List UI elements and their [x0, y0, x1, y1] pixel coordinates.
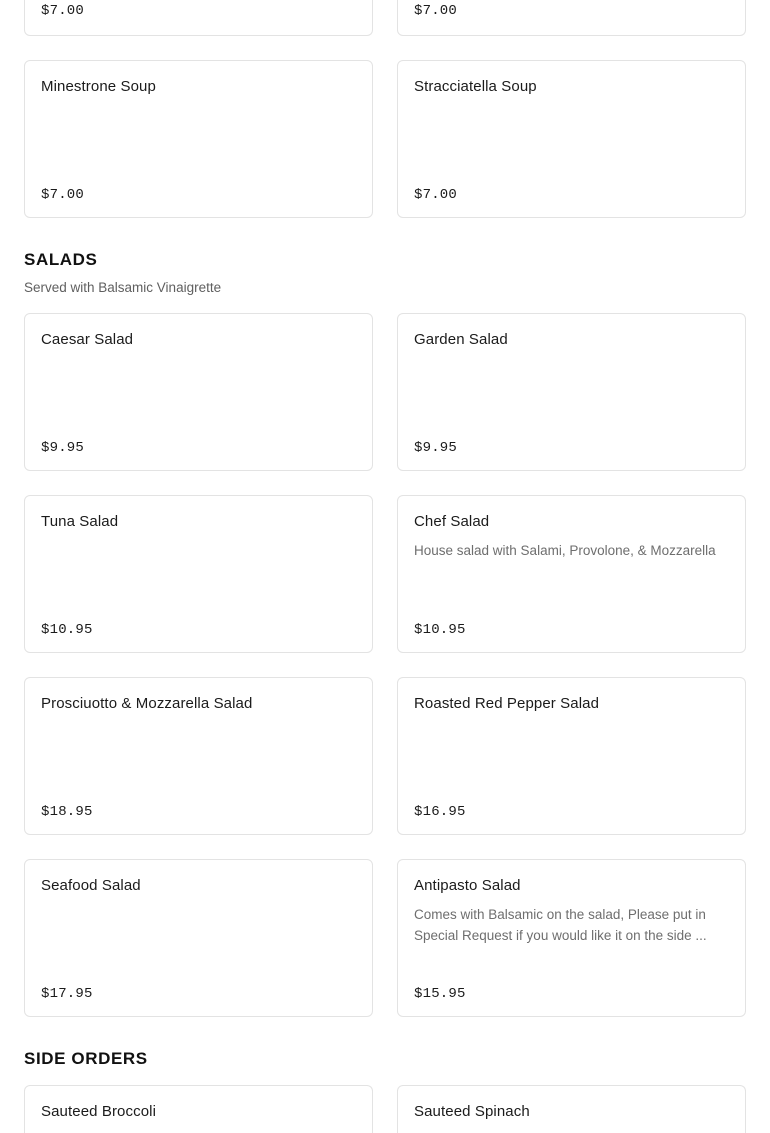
menu-item-price: $16.95	[414, 804, 466, 820]
section-title: SALADS	[24, 250, 98, 269]
section-header-salads	[24, 250, 746, 297]
menu-item-price: $9.95	[41, 440, 85, 456]
menu-item-card[interactable]	[24, 495, 373, 653]
menu-item-name: Chef Salad	[414, 513, 490, 530]
menu-item-card[interactable]	[24, 0, 373, 36]
menu-item-price: $7.00	[414, 3, 458, 19]
menu-item-price: $7.00	[41, 187, 85, 203]
menu-item-price: $7.00	[41, 3, 85, 19]
menu-item-card[interactable]	[397, 313, 746, 471]
menu-item-card[interactable]	[397, 677, 746, 835]
menu-item-name: Minestrone Soup	[41, 78, 156, 95]
section-title: SIDE ORDERS	[24, 1049, 148, 1068]
menu-item-name: Caesar Salad	[41, 331, 134, 348]
menu-item-card[interactable]	[397, 859, 746, 1017]
menu-item-name: Seafood Salad	[41, 877, 141, 894]
row-spacer	[24, 36, 746, 60]
menu-item-name: Stracciatella Soup	[414, 78, 537, 95]
menu-item-name: Garden Salad	[414, 331, 508, 348]
section-subtitle: Served with Balsamic Vinaigrette	[24, 280, 222, 295]
menu-item-description: Comes with Balsamic on the salad, Please put in Special Request if you would like it on the side ...	[414, 907, 707, 943]
menu-item-grid-side-orders	[24, 1085, 746, 1133]
menu-item-name: Tuna Salad	[41, 513, 119, 530]
menu-item-price: $10.95	[414, 622, 466, 638]
menu-item-price: $18.95	[41, 804, 93, 820]
menu-item-card[interactable]	[397, 1085, 746, 1133]
menu-item-card[interactable]	[397, 495, 746, 653]
menu-item-price: $15.95	[414, 986, 466, 1002]
menu-item-name: Prosciuotto & Mozzarella Salad	[41, 695, 253, 712]
menu-item-name: Antipasto Salad	[414, 877, 521, 894]
menu-item-price: $9.95	[414, 440, 458, 456]
menu-item-card[interactable]	[397, 60, 746, 218]
menu-item-name: Sauteed Broccoli	[41, 1103, 157, 1120]
menu-item-name: Roasted Red Pepper Salad	[414, 695, 600, 712]
menu-item-price: $7.00	[414, 187, 458, 203]
section-header-side-orders	[24, 1049, 746, 1069]
section-spacer	[24, 1069, 746, 1085]
menu-item-grid-soups	[24, 60, 746, 218]
section-spacer	[24, 297, 746, 313]
menu-item-card[interactable]	[24, 60, 373, 218]
menu-item-card[interactable]	[397, 0, 746, 36]
menu-item-price: $10.95	[41, 622, 93, 638]
menu-item-card[interactable]	[24, 677, 373, 835]
menu-item-card[interactable]	[24, 313, 373, 471]
menu-item-name: Sauteed Spinach	[414, 1103, 530, 1120]
menu-item-price: $17.95	[41, 986, 93, 1002]
menu-item-grid-salads	[24, 313, 746, 1017]
menu-item-grid-partial	[24, 0, 746, 36]
menu-item-card[interactable]	[24, 859, 373, 1017]
menu-item-description: House salad with Salami, Provolone, & Mozzarella	[414, 543, 716, 558]
menu-item-card[interactable]	[24, 1085, 373, 1133]
